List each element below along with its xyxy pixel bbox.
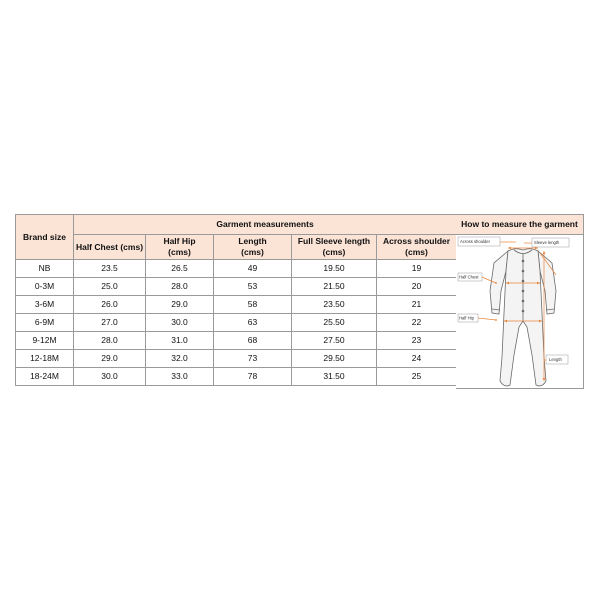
column-header-line: Across shoulder [382,236,451,246]
measurement-cell: 28.0 [146,278,214,296]
measurement-cell: 33.0 [146,368,214,386]
column-header [377,235,457,260]
measurement-cell: 25 [377,368,457,386]
measurement-cell: 49 [214,260,292,278]
measurement-cell: 27.50 [292,332,377,350]
measurement-cell: 26.5 [146,260,214,278]
column-header [292,235,377,260]
size-cell: 9-12M [16,332,74,350]
column-header-row [16,235,457,260]
label-across-shoulder-text: Across shoulder [460,239,491,244]
measurement-cell: 19 [377,260,457,278]
table-row [16,260,457,278]
column-header-line: Half Chest (cms) [75,241,144,252]
column-header-line: (cms) [168,247,191,257]
column-header-line: (cms) [405,247,428,257]
measurement-cell: 28.0 [74,332,146,350]
brand-size-header: Brand size [16,215,74,260]
column-header-line: Length [238,236,267,246]
garment-measurements-header: Garment measurements [74,215,457,235]
sleepsuit-icon [490,249,556,386]
table-row [16,368,457,386]
measurement-cell: 23.5 [74,260,146,278]
table-row [16,278,457,296]
measurement-cell: 32.0 [146,350,214,368]
label-half-hip-text: Half Hip [459,315,474,321]
label-sleeve-length-text: Sleeve length [534,240,560,245]
size-cell: 6-9M [16,314,74,332]
measurement-cell: 31.0 [146,332,214,350]
measurement-cell: 27.0 [74,314,146,332]
measurement-cell: 29.50 [292,350,377,368]
measurement-cell: 63 [214,314,292,332]
label-sleeve-length [532,238,569,247]
measurement-cell: 68 [214,332,292,350]
measurement-cell: 73 [214,350,292,368]
table-row [16,332,457,350]
measurement-cell: 25.50 [292,314,377,332]
measurement-cell: 19.50 [292,260,377,278]
guide-title: How to measure the garment [456,215,583,235]
table-row [16,314,457,332]
label-half-hip [458,314,478,322]
column-header [214,235,292,260]
measurement-cell: 29.0 [146,296,214,314]
label-length [546,355,568,364]
size-cell: 12-18M [16,350,74,368]
measurement-cell: 23.50 [292,296,377,314]
label-across-shoulder [458,237,500,246]
size-cell: 18-24M [16,368,74,386]
garment-diagram [456,235,583,390]
measurement-cell: 21.50 [292,278,377,296]
measurement-cell: 30.0 [146,314,214,332]
column-header-line: (cms) [241,247,264,257]
measurement-cell: 24 [377,350,457,368]
measurement-cell: 31.50 [292,368,377,386]
measurement-cell: 26.0 [74,296,146,314]
column-header-line: Half Hip [163,236,196,246]
size-table [15,214,457,386]
column-header [146,235,214,260]
size-cell: NB [16,260,74,278]
measurement-cell: 30.0 [74,368,146,386]
label-half-chest-text: Half Chest [459,274,479,280]
measurement-cell: 53 [214,278,292,296]
table-body [16,260,457,386]
size-cell: 0-3M [16,278,74,296]
label-length-text: Length [549,357,562,362]
measurement-cell: 25.0 [74,278,146,296]
column-header-line: (cms) [322,247,346,257]
table-row [16,296,457,314]
measurement-cell: 22 [377,314,457,332]
column-header [74,235,146,260]
column-header-line: Full Sleeve length [297,236,371,246]
measure-guide [456,214,584,389]
table-row [16,350,457,368]
measurement-cell: 58 [214,296,292,314]
measurement-cell: 23 [377,332,457,350]
size-cell: 3-6M [16,296,74,314]
measurement-cell: 20 [377,278,457,296]
size-chart [15,214,585,390]
measurement-cell: 78 [214,368,292,386]
measurement-cell: 29.0 [74,350,146,368]
label-half-chest [458,273,482,281]
measurement-cell: 21 [377,296,457,314]
